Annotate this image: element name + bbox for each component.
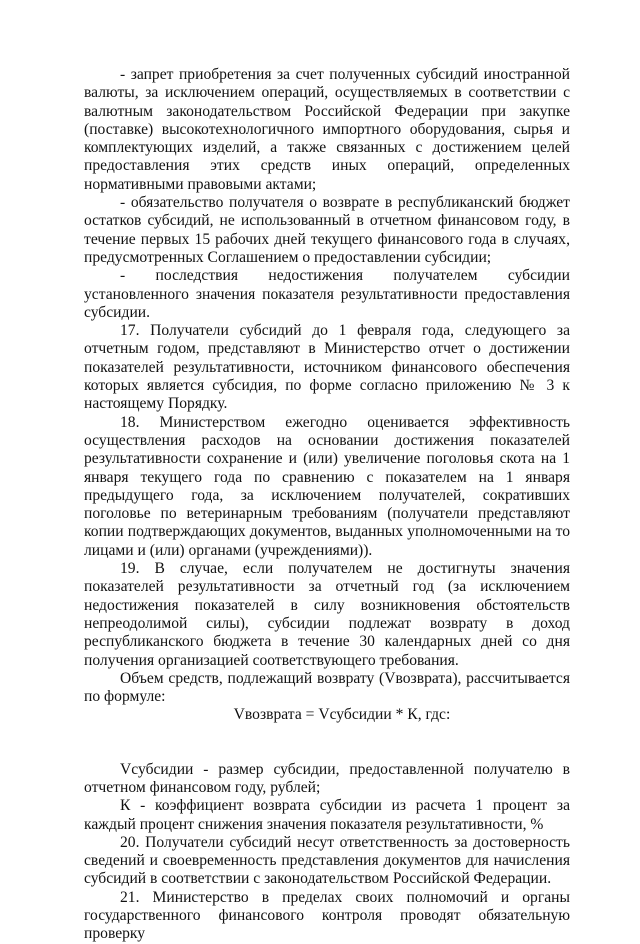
paragraph-19: 19. В случае, если получателем не достигнуты значения показателей результативности за отчетный год (за исключением недостижения показателей в силу возникновения обстоятельств непреодолимой силы), субсидии подлежат возврату в доход республиканского бюджета в течение 30 календарных дней со дня получения организацией соответствующего требования. (84, 560, 570, 669)
paragraph-currency-ban: - запрет приобретения за счет полученных субсидий иностранной валюты, за исключением операций, осуществляемых в соответствии с валютным законодательством Российской Федерации при закупке (поставке) высокотехнологичного импортного оборудования, сырья и комплектующих изделий, а также связанных с достижением целей предоставления этих средств иных операций, определенных нормативными правовыми актами; (84, 66, 570, 193)
blank-space (84, 725, 570, 761)
paragraph-return-volume: Объем средств, подлежащий возврату (Vвозврата), рассчитывается по формуле: (84, 669, 570, 706)
paragraph-return-obligation: - обязательство получателя о возврате в республиканский бюджет остатков субсидий, не использованный в отчетном финансовом году, в течение первых 15 рабочих дней текущего финансового года в случаях, предусмотренных Соглашением о предоставлении субсидии; (84, 194, 570, 266)
paragraph-v-subsidy: Vсубсидии - размер субсидии, предоставленной получателю в отчетном финансовом году, рублей; (84, 760, 570, 796)
paragraph-17: 17. Получатели субсидий до 1 февраля года, следующего за отчетным годом, представляют в Министерство отчет о достижении показателей результативности, источником финансового обеспечения которых является субсидия, по форме согласно приложению № 3 к настоящему Порядку. (84, 322, 570, 413)
formula: Vвозврата = Vсубсидии * К, гдс: (233, 706, 451, 724)
paragraph-20: 20. Получатели субсидий несут ответственность за достоверность сведений и своевременность представления документов для начисления субсидий в соответствии с законодательством Российской Федерации. (84, 833, 570, 888)
paragraph-consequences: - последствия недостижения получателем субсидии установленного значения показателя результативности предоставления субсидии. (84, 267, 570, 321)
paragraph-18: 18. Министерством ежегодно оценивается эффективность осуществления расходов на основании достижения показателей результативности сохранение и (или) увеличение поголовья скота на 1 января текущего года по сравнению с показателем на 1 января предыдущего года, за исключением получателей, сокративших поголовье по ветеринарным требованиям (получатели представляют копии подтверждающих документов, выданных уполномоченными на то лицами и (или) органами (учреждениями)). (84, 413, 570, 559)
paragraph-k-coefficient: К - коэффициент возврата субсидии из расчета 1 процент за каждый процент снижения значения показателя результативности, % (84, 797, 570, 833)
paragraph-21: 21. Министерство в пределах своих полномочий и органы государственного финансового контроля проводят обязательную проверку (84, 888, 570, 943)
